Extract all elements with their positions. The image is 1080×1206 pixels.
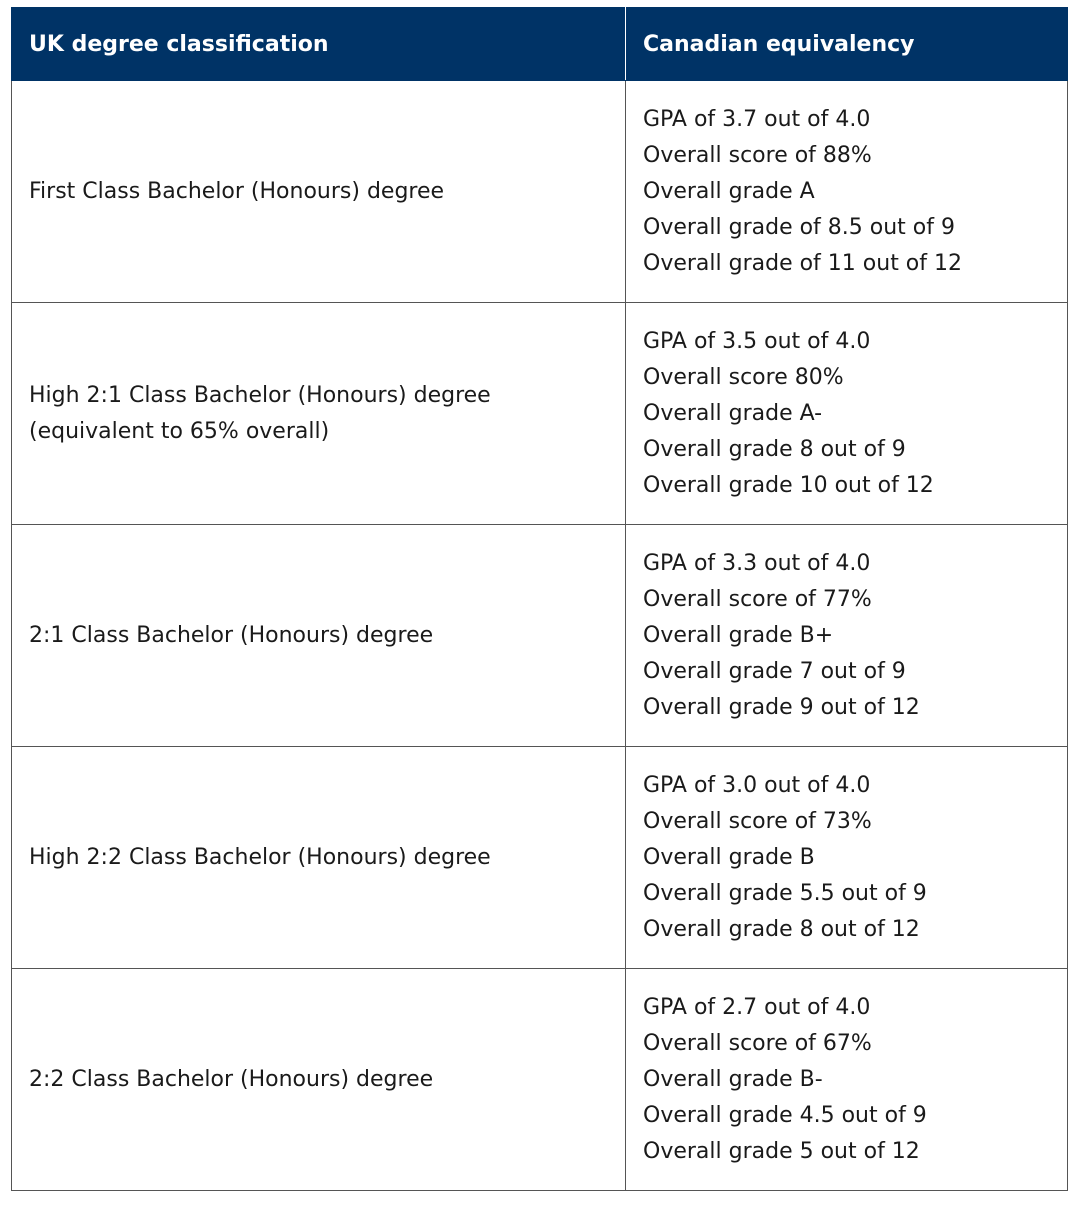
classification-text: First Class Bachelor (Honours) degree <box>29 178 445 204</box>
equivalency-cell <box>626 303 1068 525</box>
equivalency-line: Overall grade 9 out of 12 <box>643 694 920 720</box>
equivalency-line: GPA of 3.7 out of 4.0 <box>643 106 871 132</box>
equivalency-cell <box>626 525 1068 747</box>
classification-note: (equivalent to 65% overall) <box>29 418 330 444</box>
degree-equivalency-table <box>11 7 1068 1191</box>
table-row <box>12 525 1068 747</box>
equivalency-line: Overall grade of 8.5 out of 9 <box>643 214 955 240</box>
equivalency-line: Overall grade 7 out of 9 <box>643 658 906 684</box>
classification-text: High 2:2 Class Bachelor (Honours) degree <box>29 844 491 870</box>
classification-text: 2:2 Class Bachelor (Honours) degree <box>29 1066 434 1092</box>
equivalency-cell <box>626 81 1068 303</box>
equivalency-line: GPA of 3.5 out of 4.0 <box>643 328 871 354</box>
equivalency-line: Overall score of 73% <box>643 808 872 834</box>
classification-cell <box>12 81 626 303</box>
classification-cell <box>12 747 626 969</box>
equivalency-line: Overall score of 77% <box>643 586 872 612</box>
equivalency-line: Overall grade A- <box>643 400 823 426</box>
equivalency-line: Overall grade 4.5 out of 9 <box>643 1102 927 1128</box>
equivalency-line: Overall grade 8 out of 9 <box>643 436 906 462</box>
equivalency-line: Overall grade 5.5 out of 9 <box>643 880 927 906</box>
table-row <box>12 81 1068 303</box>
classification-cell <box>12 525 626 747</box>
column-header-canadian-equivalency: Canadian equivalency <box>626 8 1068 81</box>
table-header-row <box>12 8 1068 81</box>
equivalency-line: Overall grade B <box>643 844 815 870</box>
equivalency-cell <box>626 969 1068 1191</box>
equivalency-line: Overall grade of 11 out of 12 <box>643 250 962 276</box>
equivalency-cell <box>626 747 1068 969</box>
equivalency-line: Overall score of 67% <box>643 1030 872 1056</box>
equivalency-line: Overall grade 10 out of 12 <box>643 472 934 498</box>
equivalency-line: Overall score of 88% <box>643 142 872 168</box>
equivalency-line: Overall grade B- <box>643 1066 823 1092</box>
classification-cell <box>12 303 626 525</box>
classification-text: High 2:1 Class Bachelor (Honours) degree <box>29 382 491 408</box>
equivalency-line: GPA of 2.7 out of 4.0 <box>643 994 871 1020</box>
equivalency-line: GPA of 3.0 out of 4.0 <box>643 772 871 798</box>
equivalency-line: GPA of 3.3 out of 4.0 <box>643 550 871 576</box>
table-row <box>12 747 1068 969</box>
equivalency-line: Overall grade B+ <box>643 622 834 648</box>
equivalency-line: Overall score 80% <box>643 364 844 390</box>
equivalency-line: Overall grade A <box>643 178 815 204</box>
equivalency-line: Overall grade 8 out of 12 <box>643 916 920 942</box>
table-row <box>12 303 1068 525</box>
classification-cell <box>12 969 626 1191</box>
equivalency-line: Overall grade 5 out of 12 <box>643 1138 920 1164</box>
table-row <box>12 969 1068 1191</box>
classification-text: 2:1 Class Bachelor (Honours) degree <box>29 622 434 648</box>
column-header-uk-classification: UK degree classification <box>12 8 626 81</box>
